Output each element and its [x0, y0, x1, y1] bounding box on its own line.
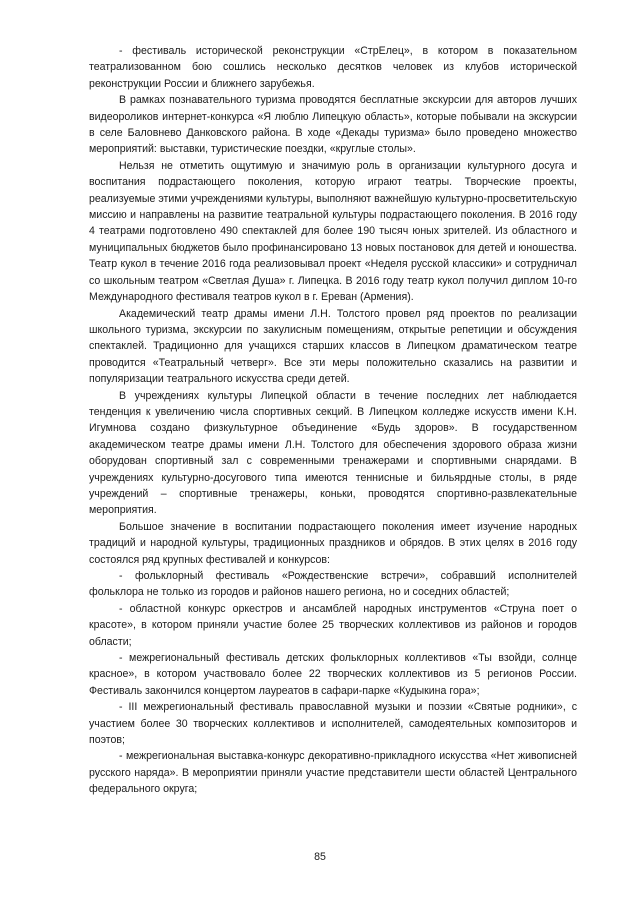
document-body	[89, 43, 577, 798]
page-number: 85	[314, 851, 326, 863]
paragraph: Нельзя не отметить ощутимую и значимую роль в организации культурного досуга и воспитания подрастающего поколения, которую играют театры. Творческие проекты, реализуемые этими учреждениями культуры, выполняют важнейшую культурно-просветительскую миссию и направлены на развитие театральной культуры подрастающего поколения. В 2016 году 4 театрами подготовлено 490 спектаклей для более 190 тысяч юных зрителей. Из областного и муниципальных бюджетов было профинансировано 13 новых постановок для детей и юношества. Театр кукол в течение 2016 года реализовывал проект «Неделя русской классики» и сотрудничал со школьным театром «Светлая Душа» г. Липецка. В 2016 году театр кукол получил диплом 10-го Международного фестиваля театров кукол в г. Ереван (Армения).	[89, 159, 577, 304]
list-item: - межрегиональный фестиваль детских фольклорных коллективов «Ты взойди, солнце красное», в котором участвовало более 22 творческих коллективов из 5 регионов России. Фестиваль закончился концертом лауреатов в сафари-парке «Кудыкина гора»;	[89, 652, 577, 697]
list-item: - областной конкурс оркестров и ансамблей народных инструментов «Струна поет о красоте», в котором приняли участие более 25 творческих коллективов из районов и городов области;	[89, 602, 577, 648]
paragraph: - фестиваль исторической реконструкции «СтрЕлец», в котором в показательном театрализованном бою сошлись несколько десятков человек из клубов исторической реконструкции России и ближнего зарубежья.	[89, 45, 577, 90]
list-item: - межрегиональная выставка-конкурс декоративно-прикладного искусства «Нет живописней русского наряда». В мероприятии приняли участие представители шести областей Центрального федерального округа;	[89, 750, 577, 796]
list-item: - III межрегиональный фестиваль православной музыки и поэзии «Святые родники», с участием более 30 творческих коллективов и исполнителей, самодеятельных композиторов и поэтов;	[89, 701, 577, 747]
paragraph: Академический театр драмы имени Л.Н. Толстого провел ряд проектов по реализации школьного туризма, экскурсии по закулисным помещениям, открытые репетиции и обсуждения спектаклей. Традиционно для учащихся старших классов в Липецком драматическом театре проводится «Театральный четверг». Все эти меры положительно сказались на развитии и популяризации театрального искусства среди детей.	[89, 307, 577, 386]
paragraph: В учреждениях культуры Липецкой области в течение последних лет наблюдается тенденция к увеличению числа спортивных секций. В Липецком колледже искусств имени К.Н. Игумнова создано физкультурное объединение «Будь здоров». В государственном академическом театре драмы имени Л.Н. Толстого для обеспечения здорового образа жизни оборудован спортивный зал с современными тренажерами и спортивными снарядами. В учреждениях культурно-досугового типа имеются теннисные и бильярдные столы, в ряде учреждений – спортивные тренажеры, коньки, проводятся спортивно-развлекательные мероприятия.	[89, 389, 577, 517]
paragraph: В рамках познавательного туризма проводятся бесплатные экскурсии для авторов лучших видеороликов интернет-конкурса «Я люблю Липецкую область», которые побывали на экскурсии в селе Баловнево Данковского района. В ходе «Декады туризма» было проведено множество мероприятий: выставки, туристические поездки, «круглые столы».	[89, 94, 577, 156]
paragraph: Большое значение в воспитании подрастающего поколения имеет изучение народных традиций и народной культуры, традиционных праздников и обрядов. В этих целях в 2016 году состоялся ряд крупных фестивалей и конкурсов:	[89, 520, 577, 566]
list-item: - фольклорный фестиваль «Рождественские встречи», собравший исполнителей фольклора не только из городов и районов нашего региона, но и соседних областей;	[89, 570, 577, 599]
